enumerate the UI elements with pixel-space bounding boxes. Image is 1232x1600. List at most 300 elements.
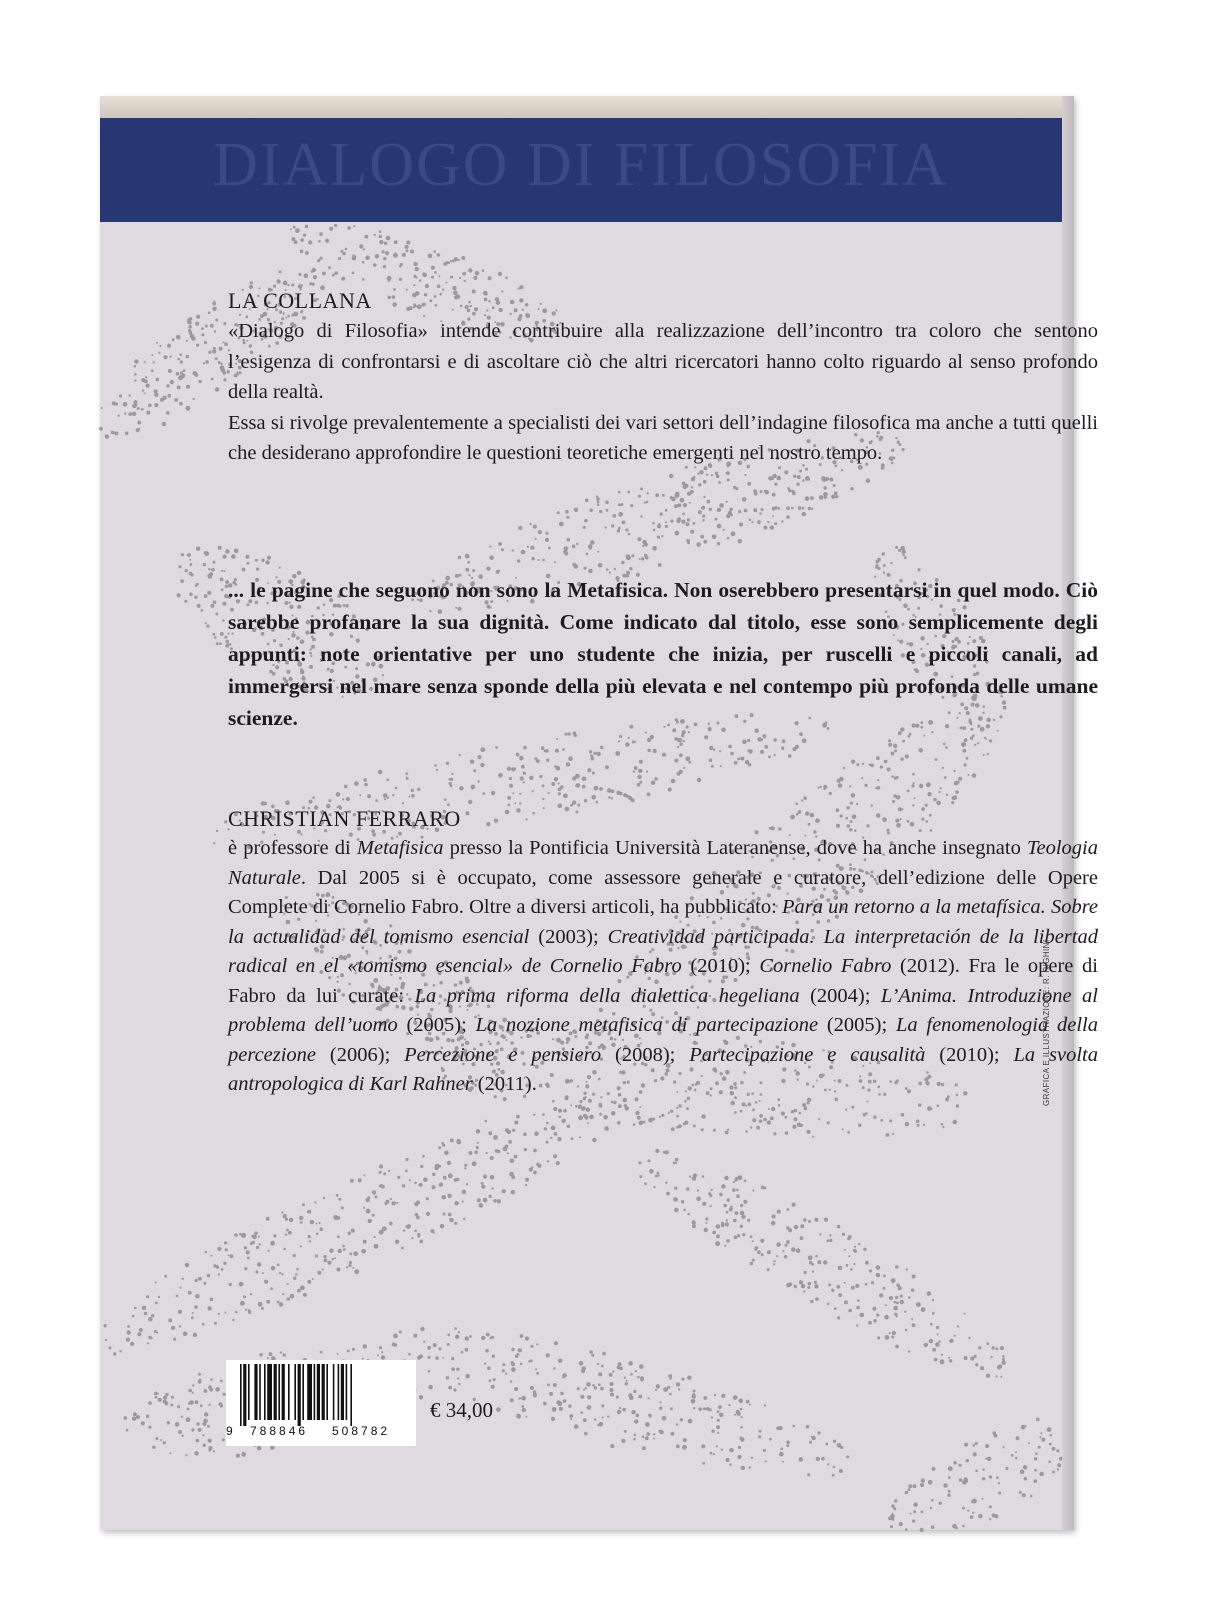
illustration-dot bbox=[155, 1302, 158, 1305]
illustration-dot bbox=[533, 525, 537, 529]
illustration-dot bbox=[949, 1339, 953, 1343]
illustration-dot bbox=[428, 1385, 433, 1390]
illustration-dot bbox=[619, 1407, 621, 1409]
illustration-dot bbox=[794, 1225, 798, 1229]
illustration-dot bbox=[760, 738, 763, 741]
illustration-dot bbox=[636, 1414, 640, 1418]
illustration-dot bbox=[711, 1416, 713, 1418]
illustration-dot bbox=[329, 227, 333, 231]
illustration-dot bbox=[630, 504, 633, 507]
illustration-dot bbox=[640, 515, 642, 517]
illustration-dot bbox=[681, 520, 685, 524]
illustration-dot bbox=[723, 529, 725, 531]
illustration-dot bbox=[476, 1129, 480, 1133]
illustration-dot bbox=[428, 1356, 431, 1359]
illustration-dot bbox=[628, 533, 631, 536]
illustration-dot bbox=[587, 1405, 592, 1410]
illustration-dot bbox=[491, 1385, 495, 1389]
illustration-dot bbox=[337, 1235, 340, 1238]
illustration-dot bbox=[613, 514, 617, 518]
illustration-dot bbox=[574, 1424, 579, 1429]
illustration-dot bbox=[781, 520, 783, 522]
illustration-dot bbox=[716, 1425, 720, 1429]
illustration-dot bbox=[755, 1101, 758, 1104]
illustration-dot bbox=[856, 763, 859, 766]
illustration-dot bbox=[518, 526, 522, 530]
illustration-dot bbox=[594, 786, 599, 791]
illustration-dot bbox=[1028, 1442, 1030, 1444]
illustration-dot bbox=[153, 361, 155, 363]
illustration-dot bbox=[483, 1198, 488, 1203]
illustration-dot bbox=[917, 1124, 920, 1127]
illustration-dot bbox=[754, 1248, 757, 1251]
illustration-dot bbox=[293, 1254, 296, 1257]
illustration-dot bbox=[179, 402, 183, 406]
illustration-dot bbox=[352, 1348, 355, 1351]
illustration-dot bbox=[551, 782, 555, 786]
illustration-dot bbox=[557, 511, 560, 514]
illustration-dot bbox=[759, 1430, 762, 1433]
illustration-dot bbox=[493, 1199, 497, 1203]
illustration-dot bbox=[223, 378, 226, 381]
illustration-dot bbox=[966, 757, 969, 760]
illustration-dot bbox=[268, 1250, 270, 1252]
illustration-dot bbox=[670, 496, 673, 499]
illustration-dot bbox=[883, 1287, 886, 1290]
illustration-dot bbox=[550, 1137, 552, 1139]
illustration-dot bbox=[287, 1297, 291, 1301]
illustration-dot bbox=[1002, 1355, 1005, 1358]
illustration-dot bbox=[213, 842, 215, 844]
illustration-dot bbox=[225, 549, 229, 553]
illustration-dot bbox=[866, 479, 870, 483]
illustration-dot bbox=[677, 746, 679, 748]
illustration-dot bbox=[142, 1306, 146, 1310]
illustration-dot bbox=[772, 493, 776, 497]
illustration-dot bbox=[547, 1160, 549, 1162]
illustration-dot bbox=[336, 1268, 340, 1272]
illustration-dot bbox=[185, 569, 188, 572]
illustration-dot bbox=[546, 532, 549, 535]
illustration-dot bbox=[162, 422, 166, 426]
barcode-bar bbox=[322, 1364, 325, 1420]
illustration-dot bbox=[675, 1162, 677, 1164]
illustration-dot bbox=[687, 1375, 691, 1379]
illustration-dot bbox=[687, 491, 691, 495]
illustration-dot bbox=[308, 1235, 311, 1238]
illustration-dot bbox=[984, 737, 986, 739]
illustration-dot bbox=[978, 1514, 982, 1518]
illustration-dot bbox=[378, 770, 382, 774]
illustration-dot bbox=[286, 1229, 289, 1232]
illustration-dot bbox=[279, 1302, 283, 1306]
illustration-dot bbox=[401, 1247, 404, 1250]
illustration-dot bbox=[156, 378, 160, 382]
illustration-dot bbox=[752, 1240, 754, 1242]
illustration-dot bbox=[137, 407, 140, 410]
illustration-dot bbox=[589, 1115, 594, 1120]
illustration-dot bbox=[653, 1438, 655, 1440]
illustration-dot bbox=[1034, 1469, 1037, 1472]
illustration-dot bbox=[261, 559, 264, 562]
illustration-dot bbox=[501, 548, 504, 551]
illustration-dot bbox=[310, 1220, 314, 1224]
illustration-dot bbox=[692, 1393, 695, 1396]
illustration-dot bbox=[132, 404, 136, 408]
illustration-dot bbox=[670, 1407, 673, 1410]
illustration-dot bbox=[759, 512, 762, 515]
illustration-dot bbox=[558, 792, 561, 795]
illustration-dot bbox=[823, 492, 828, 497]
illustration-dot bbox=[655, 1149, 659, 1153]
illustration-dot bbox=[129, 394, 131, 396]
illustration-dot bbox=[964, 763, 967, 766]
illustration-dot bbox=[155, 1437, 158, 1440]
illustration-dot bbox=[747, 482, 751, 486]
illustration-dot bbox=[1035, 1453, 1038, 1456]
illustration-dot bbox=[962, 742, 967, 747]
illustration-dot bbox=[605, 765, 609, 769]
illustration-dot bbox=[884, 1315, 889, 1320]
illustration-dot bbox=[992, 1431, 996, 1435]
illustration-dot bbox=[892, 1331, 896, 1335]
illustration-dot bbox=[485, 1120, 488, 1123]
illustration-dot bbox=[534, 757, 537, 760]
illustration-dot bbox=[320, 1227, 324, 1231]
illustration-dot bbox=[908, 1350, 910, 1352]
illustration-dot bbox=[769, 1438, 772, 1441]
illustration-dot bbox=[983, 754, 985, 756]
illustration-dot bbox=[221, 570, 223, 572]
illustration-dot bbox=[608, 796, 611, 799]
illustration-dot bbox=[1049, 1443, 1052, 1446]
illustration-dot bbox=[726, 472, 729, 475]
illustration-dot bbox=[525, 1336, 529, 1340]
illustration-dot bbox=[772, 477, 775, 480]
illustration-dot bbox=[345, 248, 348, 251]
illustration-dot bbox=[801, 799, 803, 801]
illustration-dot bbox=[533, 1390, 537, 1394]
barcode-digits-right: 508782 bbox=[332, 1424, 391, 1438]
illustration-dot bbox=[974, 744, 976, 746]
barcode-bar bbox=[326, 1364, 328, 1420]
illustration-dot bbox=[188, 1291, 192, 1295]
illustration-dot bbox=[693, 1125, 696, 1128]
illustration-dot bbox=[303, 234, 306, 237]
illustration-dot bbox=[972, 734, 975, 737]
illustration-dot bbox=[142, 390, 144, 392]
illustration-dot bbox=[668, 1374, 672, 1378]
illustration-dot bbox=[721, 1394, 725, 1398]
illustration-dot bbox=[558, 1109, 562, 1113]
illustration-dot bbox=[698, 510, 702, 514]
illustration-dot bbox=[750, 1126, 752, 1128]
illustration-dot bbox=[814, 1218, 818, 1222]
illustration-dot bbox=[533, 1171, 537, 1175]
illustration-dot bbox=[786, 1283, 791, 1288]
illustration-dot bbox=[489, 1379, 492, 1382]
illustration-dot bbox=[213, 561, 216, 564]
illustration-dot bbox=[974, 1355, 977, 1358]
illustration-dot bbox=[788, 754, 792, 758]
illustration-dot bbox=[657, 524, 661, 528]
illustration-dot bbox=[705, 1217, 708, 1220]
illustration-dot bbox=[210, 1378, 213, 1381]
illustration-dot bbox=[616, 1395, 619, 1398]
illustration-dot bbox=[726, 1211, 729, 1214]
illustration-dot bbox=[525, 1416, 527, 1418]
illustration-dot bbox=[802, 507, 805, 510]
illustration-dot bbox=[509, 1172, 514, 1177]
illustration-dot bbox=[465, 1348, 469, 1352]
illustration-dot bbox=[673, 1197, 678, 1202]
illustration-dot bbox=[924, 1343, 928, 1347]
illustration-dot bbox=[558, 787, 562, 791]
illustration-dot bbox=[512, 549, 514, 551]
illustration-dot bbox=[552, 1407, 557, 1412]
illustration-dot bbox=[154, 393, 158, 397]
illustration-dot bbox=[687, 518, 690, 521]
illustration-dot bbox=[101, 407, 103, 409]
illustration-dot bbox=[894, 1499, 897, 1502]
illustration-dot bbox=[613, 1101, 616, 1104]
illustration-dot bbox=[738, 1446, 741, 1449]
illustration-dot bbox=[511, 1348, 514, 1351]
illustration-dot bbox=[726, 1458, 730, 1462]
illustration-dot bbox=[948, 1490, 951, 1493]
illustration-dot bbox=[440, 1224, 444, 1228]
illustration-dot bbox=[168, 1318, 172, 1322]
illustration-dot bbox=[183, 1332, 188, 1337]
illustration-dot bbox=[450, 260, 452, 262]
illustration-dot bbox=[693, 1407, 695, 1409]
illustration-dot bbox=[767, 1250, 771, 1254]
illustration-dot bbox=[709, 1194, 712, 1197]
illustration-dot bbox=[205, 622, 207, 624]
illustration-dot bbox=[213, 301, 215, 303]
illustration-dot bbox=[224, 1241, 227, 1244]
illustration-dot bbox=[686, 1187, 689, 1190]
illustration-dot bbox=[998, 1364, 1002, 1368]
illustration-dot bbox=[726, 1239, 730, 1243]
illustration-dot bbox=[111, 431, 113, 433]
illustration-dot bbox=[194, 1451, 198, 1455]
illustration-dot bbox=[972, 1512, 974, 1514]
illustration-dot bbox=[658, 563, 662, 567]
collana-section bbox=[228, 286, 1098, 469]
illustration-dot bbox=[916, 1119, 920, 1123]
illustration-dot bbox=[587, 768, 591, 772]
illustration-dot bbox=[503, 1147, 508, 1152]
bio-italic-title: La svolta antropologica di Karl Rahner bbox=[228, 1043, 1098, 1095]
illustration-dot bbox=[905, 1329, 908, 1332]
illustration-dot bbox=[577, 1387, 580, 1390]
illustration-dot bbox=[942, 767, 944, 769]
illustration-dot bbox=[581, 1108, 584, 1111]
illustration-dot bbox=[329, 1249, 333, 1253]
illustration-dot bbox=[858, 1124, 861, 1127]
illustration-dot bbox=[422, 1155, 425, 1158]
illustration-dot bbox=[652, 749, 656, 753]
illustration-dot bbox=[682, 1378, 685, 1381]
illustration-dot bbox=[752, 1118, 756, 1122]
illustration-dot bbox=[215, 1387, 220, 1392]
illustration-dot bbox=[363, 1240, 367, 1244]
illustration-dot bbox=[846, 1455, 849, 1458]
illustration-dot bbox=[674, 737, 678, 741]
illustration-dot bbox=[880, 766, 883, 769]
illustration-dot bbox=[207, 591, 211, 595]
illustration-dot bbox=[538, 1165, 541, 1168]
illustration-dot bbox=[618, 527, 621, 530]
illustration-dot bbox=[188, 1402, 191, 1405]
illustration-dot bbox=[125, 432, 129, 436]
illustration-dot bbox=[803, 1218, 806, 1221]
barcode-bar bbox=[264, 1364, 266, 1420]
illustration-dot bbox=[546, 1122, 549, 1125]
illustration-dot bbox=[537, 559, 539, 561]
illustration-dot bbox=[141, 408, 144, 411]
illustration-dot bbox=[105, 434, 109, 438]
illustration-dot bbox=[145, 376, 147, 378]
illustration-dot bbox=[637, 775, 641, 779]
illustration-dot bbox=[597, 501, 600, 504]
illustration-dot bbox=[209, 1388, 213, 1392]
illustration-dot bbox=[383, 265, 386, 268]
illustration-dot bbox=[750, 1262, 754, 1266]
illustration-dot bbox=[626, 1380, 628, 1382]
author-name: CHRISTIAN FERRARO bbox=[228, 806, 461, 831]
illustration-dot bbox=[191, 1316, 194, 1319]
illustration-dot bbox=[151, 369, 154, 372]
illustration-dot bbox=[482, 748, 486, 752]
illustration-dot bbox=[711, 474, 713, 476]
illustration-dot bbox=[748, 763, 751, 766]
illustration-dot bbox=[938, 1340, 940, 1342]
illustration-dot bbox=[334, 1257, 336, 1259]
illustration-dot bbox=[262, 1272, 264, 1274]
illustration-dot bbox=[267, 556, 271, 560]
illustration-dot bbox=[891, 752, 895, 756]
illustration-dot bbox=[948, 1357, 950, 1359]
illustration-dot bbox=[510, 1398, 514, 1402]
illustration-dot bbox=[406, 777, 409, 780]
illustration-dot bbox=[148, 1336, 152, 1340]
illustration-dot bbox=[972, 773, 976, 777]
illustration-dot bbox=[315, 1223, 317, 1225]
illustration-dot bbox=[735, 487, 738, 490]
illustration-dot bbox=[800, 1236, 804, 1240]
illustration-dot bbox=[221, 588, 224, 591]
illustration-dot bbox=[250, 281, 253, 284]
illustration-dot bbox=[458, 1331, 460, 1333]
illustration-dot bbox=[660, 513, 663, 516]
illustration-dot bbox=[704, 735, 708, 739]
illustration-dot bbox=[895, 1296, 899, 1300]
illustration-dot bbox=[544, 750, 547, 753]
illustration-dot bbox=[179, 1325, 181, 1327]
illustration-dot bbox=[344, 785, 348, 789]
illustration-dot bbox=[962, 1480, 967, 1485]
illustration-dot bbox=[934, 1358, 938, 1362]
illustration-dot bbox=[948, 1476, 951, 1479]
bio-text: (2005); bbox=[818, 1014, 896, 1036]
illustration-dot bbox=[932, 1348, 936, 1352]
illustration-dot bbox=[383, 257, 386, 260]
illustration-dot bbox=[213, 1450, 215, 1452]
illustration-dot bbox=[223, 322, 226, 325]
illustration-dot bbox=[647, 749, 651, 753]
illustration-dot bbox=[653, 1433, 655, 1435]
illustration-dot bbox=[212, 349, 216, 353]
illustration-dot bbox=[399, 1331, 402, 1334]
illustration-dot bbox=[507, 796, 511, 800]
illustration-dot bbox=[605, 501, 609, 505]
illustration-dot bbox=[319, 232, 323, 236]
illustration-dot bbox=[509, 777, 512, 780]
illustration-dot bbox=[154, 403, 158, 407]
illustration-dot bbox=[568, 756, 573, 761]
illustration-dot bbox=[674, 504, 678, 508]
illustration-dot bbox=[764, 490, 767, 493]
illustration-dot bbox=[620, 503, 623, 506]
illustration-dot bbox=[477, 1198, 481, 1202]
illustration-dot bbox=[317, 1271, 321, 1275]
illustration-dot bbox=[964, 738, 968, 742]
illustration-dot bbox=[1011, 1454, 1014, 1457]
quote-section bbox=[228, 574, 1098, 734]
illustration-dot bbox=[1019, 1491, 1022, 1494]
illustration-dot bbox=[931, 1525, 935, 1529]
illustration-dot bbox=[785, 1244, 788, 1247]
illustration-dot bbox=[989, 1475, 992, 1478]
illustration-dot bbox=[625, 742, 629, 746]
illustration-dot bbox=[334, 224, 337, 227]
illustration-dot bbox=[541, 746, 545, 750]
bio-italic-title: Metafisica bbox=[356, 837, 444, 859]
illustration-dot bbox=[662, 494, 665, 497]
illustration-dot bbox=[921, 1478, 925, 1482]
illustration-dot bbox=[717, 508, 721, 512]
illustration-dot bbox=[134, 359, 138, 363]
illustration-dot bbox=[618, 1104, 622, 1108]
illustration-dot bbox=[188, 325, 192, 329]
illustration-dot bbox=[914, 797, 916, 799]
illustration-dot bbox=[563, 1399, 567, 1403]
illustration-dot bbox=[459, 754, 461, 756]
illustration-dot bbox=[741, 1215, 745, 1219]
illustration-dot bbox=[676, 519, 680, 523]
illustration-dot bbox=[309, 800, 313, 804]
illustration-dot bbox=[108, 1346, 111, 1349]
illustration-dot bbox=[187, 318, 191, 322]
bio-text: (2003); bbox=[529, 925, 608, 948]
illustration-dot bbox=[971, 1500, 974, 1503]
illustration-dot bbox=[146, 1295, 149, 1298]
illustration-dot bbox=[704, 1228, 708, 1232]
illustration-dot bbox=[1024, 1477, 1028, 1481]
illustration-dot bbox=[167, 1421, 170, 1424]
illustration-dot bbox=[889, 1332, 891, 1334]
illustration-dot bbox=[219, 1402, 223, 1406]
illustration-dot bbox=[442, 1195, 446, 1199]
illustration-dot bbox=[374, 1244, 379, 1249]
illustration-dot bbox=[576, 543, 578, 545]
illustration-dot bbox=[614, 568, 616, 570]
illustration-dot bbox=[689, 502, 691, 504]
illustration-dot bbox=[505, 276, 508, 279]
illustration-dot bbox=[952, 1524, 957, 1529]
